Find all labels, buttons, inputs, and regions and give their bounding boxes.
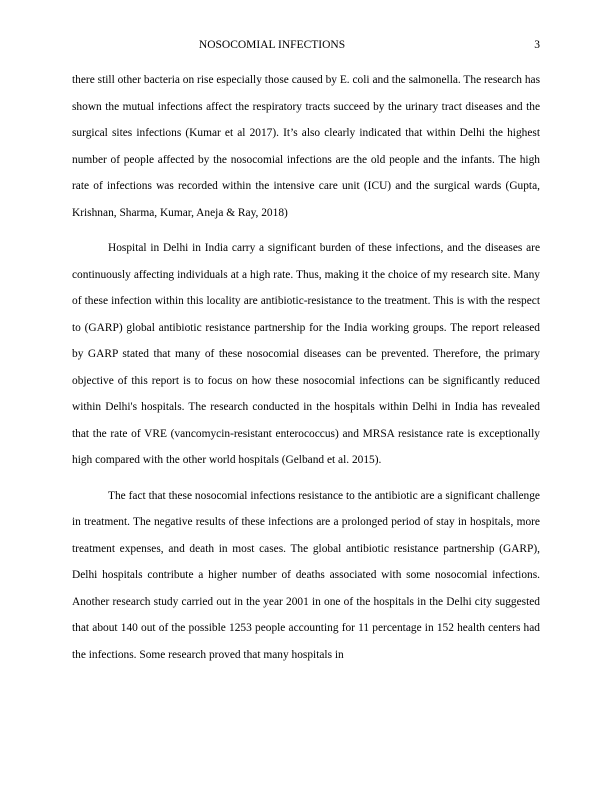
paragraph-continued: there still other bacteria on rise especially those caused by E. coli and the salmonella. The research has shown the mutual infections affect the respiratory tracts succeed by the urinary tract diseases and the surgical sites infections (Kumar et al 2017). It’s also clearly indicated that within Delhi the highest number of people affected by the nosocomial infections are the old people and the infants. The high rate of infections was recorded within the intensive care unit (ICU) and the surgical wards (Gupta, Krishnan, Sharma, Kumar, Aneja & Ray, 2018)	[72, 74, 540, 219]
running-head-title: NOSOCOMIAL INFECTIONS	[198, 39, 346, 51]
body-text	[72, 67, 540, 668]
paragraph-antibiotic-resistance: The fact that these nosocomial infections resistance to the antibiotic are a significant challenge in treatment. The negative results of these infections are a prolonged period of stay in hospitals, more treatment expenses, and death in most cases. The global antibiotic resistance partnership (GARP), Delhi hospitals contribute a higher number of deaths associated with some nosocomial infections. Another research study carried out in the year 2001 in one of the hospitals in the Delhi city suggested that about 140 out of the possible 1253 people accounting for 11 percentage in 152 health centers had the infections. Some research proved that many hospitals in	[72, 489, 540, 661]
paragraph-delhi-hospitals: Hospital in Delhi in India carry a significant burden of these infections, and the diseases are continuously affecting individuals at a high rate. Thus, making it the choice of my research site. Many of these infection within this locality are antibiotic-resistance to the treatment. This is with the respect to (GARP) global antibiotic resistance partnership for the India working groups. The report released by GARP stated that many of these nosocomial diseases can be prevented. Therefore, the primary objective of this report is to focus on how these nosocomial infections can be significantly reduced within Delhi's hospitals. The research conducted in the hospitals within Delhi in India has revealed that the rate of VRE (vancomycin-resistant enterococcus) and MRSA resistance rate is exceptionally high compared with the other world hospitals (Gelband et al. 2015).	[72, 242, 540, 466]
running-head	[72, 37, 540, 53]
page-number: 3	[534, 39, 540, 51]
